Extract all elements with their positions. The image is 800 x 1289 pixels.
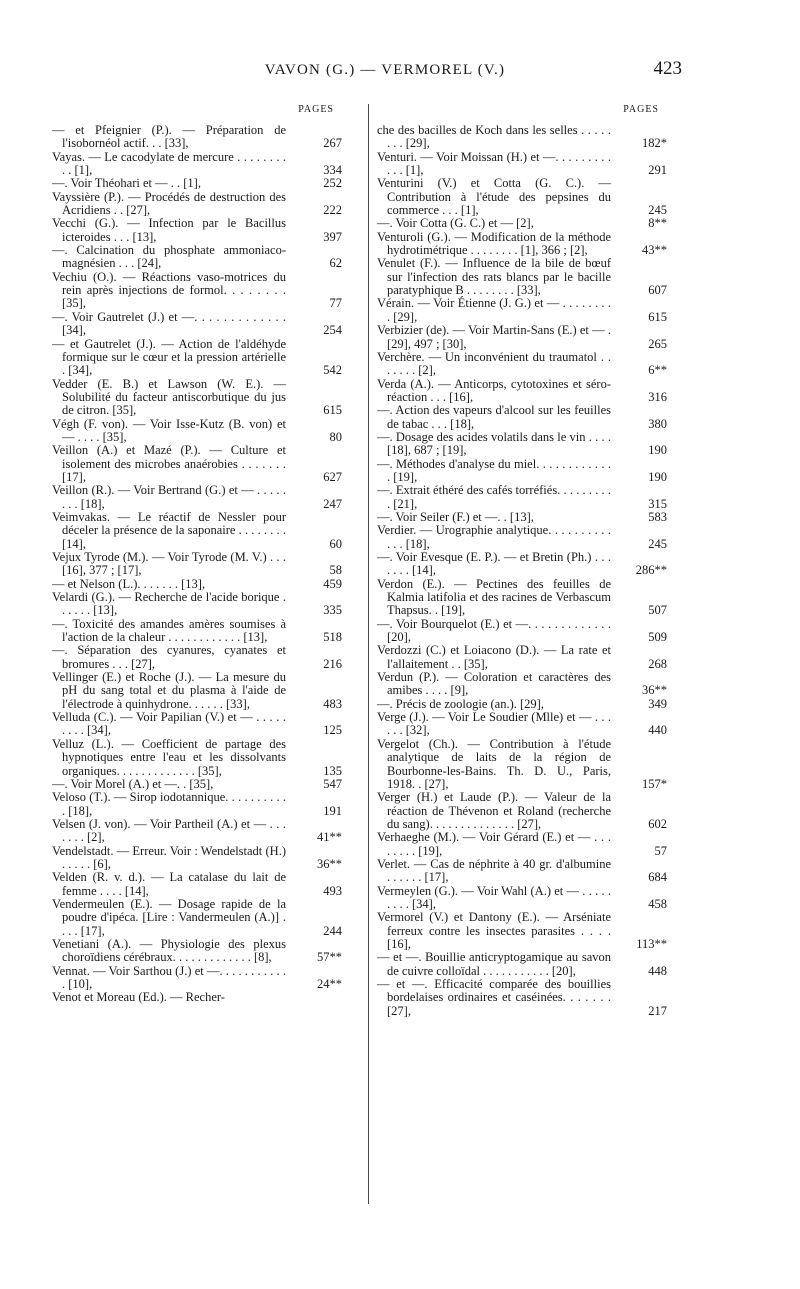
index-entry xyxy=(52,965,342,992)
index-entry xyxy=(52,778,342,791)
index-entry xyxy=(377,124,667,151)
page-header xyxy=(0,58,800,88)
entry-page-number: 547 xyxy=(323,776,342,791)
index-entry xyxy=(52,845,342,872)
index-entry xyxy=(377,711,667,738)
entry-page-number: 157* xyxy=(642,776,667,791)
entry-page-number: 244 xyxy=(323,923,342,938)
entry-text: Vechiu (O.). — Réactions vaso-motrices du rein après injections de formol. . . . . . . . [35], xyxy=(52,269,286,311)
entry-page-number: 397 xyxy=(323,229,342,244)
index-entry xyxy=(377,297,667,324)
entry-text: —. Voir Théohari et — . . [1], xyxy=(52,176,201,191)
entry-page-number: 190 xyxy=(648,443,667,458)
entry-text: Verdozzi (C.) et Loiacono (D.). — La rate et l'allaitement . . [35], xyxy=(377,643,611,671)
index-entry xyxy=(377,217,667,230)
index-entry xyxy=(377,257,667,297)
entry-text: Velluz (L.). — Coefficient de partage des hypnotiques entre l'eau et les dissolvants organiques. . . . . . . . . . . . . [35], xyxy=(52,736,286,778)
entry-page-number: 459 xyxy=(323,576,342,591)
index-entry xyxy=(52,217,342,244)
index-entry xyxy=(377,524,667,551)
entry-page-number: 57** xyxy=(317,950,342,965)
index-entry xyxy=(52,871,342,898)
index-entry xyxy=(52,738,342,778)
entry-text: Verdun (P.). — Coloration et caractères des amibes . . . . [9], xyxy=(377,670,611,698)
entry-page-number: 291 xyxy=(648,163,667,178)
index-entry xyxy=(52,151,342,178)
entry-page-number: 627 xyxy=(323,469,342,484)
index-entry xyxy=(377,831,667,858)
entry-page-number: 349 xyxy=(648,696,667,711)
entry-text: —. Toxicité des amandes amères soumises à l'action de la chaleur . . . . . . . . . . . . [13], xyxy=(52,616,286,645)
index-entry xyxy=(52,338,342,378)
index-column-right xyxy=(377,104,667,1018)
index-entry xyxy=(52,444,342,484)
entry-page-number: 217 xyxy=(648,1003,667,1018)
entry-text: — et Nelson (L.). . . . . . . [13], xyxy=(52,576,206,591)
entry-page-number: 135 xyxy=(323,763,342,778)
entry-text: Velluda (C.). — Voir Papilian (V.) et — . . . . . . . . . [34], xyxy=(52,710,286,738)
index-entry xyxy=(377,431,667,458)
entry-text: Vecchi (G.). — Infection par le Bacillus icteroides . . . [13], xyxy=(52,216,286,244)
entry-page-number: 509 xyxy=(648,630,667,645)
index-entry xyxy=(52,671,342,711)
index-entry xyxy=(377,791,667,831)
entry-page-number: 615 xyxy=(648,309,667,324)
entry-page-number: 615 xyxy=(323,403,342,418)
entry-page-number: 36** xyxy=(317,856,342,871)
entry-text: Verlet. — Cas de néphrite à 40 gr. d'albumine . . . . . . [17], xyxy=(377,856,611,885)
entry-text: Vergelot (Ch.). — Contribution à l'étude analytique de laits de la région de Bourbonne-les-Bains. Th. D. U., Paris, 1918. . [27], xyxy=(377,736,611,791)
entry-page-number: 222 xyxy=(323,203,342,218)
entry-text: Veillon (A.) et Mazé (P.). — Culture et isolement des microbes anaérobies . . . . . . . [17], xyxy=(52,443,286,484)
entry-text: —. Voir Morel (A.) et —. . [35], xyxy=(52,776,214,791)
entry-text: — et Pfeignier (P.). — Préparation de l'isobornéol actif. . . [33], xyxy=(52,123,286,151)
index-entry xyxy=(377,578,667,618)
entry-text: —. Voir Evesque (E. P.). — et Bretin (Ph.) . . . . . . . [14], xyxy=(377,550,611,578)
entry-text: —. Action des vapeurs d'alcool sur les feuilles de tabac . . . [18], xyxy=(377,403,611,431)
entry-page-number: 507 xyxy=(648,603,667,618)
entry-page-number: 518 xyxy=(323,630,342,645)
entry-page-number: 252 xyxy=(323,176,342,191)
pages-column-label: PAGES xyxy=(298,104,334,115)
entry-text: — et Gautrelet (J.). — Action de l'aldéhyde formique sur le cœur et la pression artérielle . [34], xyxy=(52,336,286,378)
index-entry xyxy=(377,978,667,1018)
entry-page-number: 607 xyxy=(648,283,667,298)
entry-page-number: 6** xyxy=(648,363,667,378)
entry-text: Vedder (E. B.) et Lawson (W. E.). — Solubilité du facteur antiscorbutique du jus de citron. [35], xyxy=(52,376,286,418)
index-entry xyxy=(52,511,342,551)
entry-text: Verda (A.). — Anticorps, cytotoxines et séro-réaction . . . [16], xyxy=(377,376,611,404)
entry-text: Vayssière (P.). — Procédés de destruction des Acridiens . . [27], xyxy=(52,189,286,218)
index-entry xyxy=(52,938,342,965)
column-divider xyxy=(368,104,369,1204)
index-entry xyxy=(52,591,342,618)
index-entry xyxy=(52,484,342,511)
entry-text: Verdier. — Urographie analytique. . . . . . . . . . . . . [18], xyxy=(377,523,611,551)
index-entry xyxy=(52,991,342,1004)
entry-page-number: 191 xyxy=(323,803,342,818)
entry-page-number: 62 xyxy=(329,256,342,271)
entry-page-number: 58 xyxy=(329,563,342,578)
entry-page-number: 542 xyxy=(323,363,342,378)
entry-page-number: 245 xyxy=(648,203,667,218)
entry-text: Vejux Tyrode (M.). — Voir Tyrode (M. V.) . . . [16], 377 ; [17], xyxy=(52,550,286,578)
index-entry xyxy=(377,378,667,405)
index-entry xyxy=(377,671,667,698)
entry-text: — et —. Efficacité comparée des bouillies bordelaises ordinaires et caséinées. . . . . . . [27], xyxy=(377,977,611,1018)
entry-page-number: 458 xyxy=(648,896,667,911)
page-number: 423 xyxy=(653,58,682,79)
entry-text: —. Méthodes d'analyse du miel. . . . . . . . . . . . . [19], xyxy=(377,456,611,484)
entry-text: Verhaeghe (M.). — Voir Gérard (E.) et — . . . . . . . . [19], xyxy=(377,830,611,858)
entry-page-number: 448 xyxy=(648,963,667,978)
entry-page-number: 267 xyxy=(323,136,342,151)
entry-page-number: 254 xyxy=(323,323,342,338)
index-entry xyxy=(377,644,667,671)
entry-page-number: 684 xyxy=(648,870,667,885)
entry-text: Venetiani (A.). — Physiologie des plexus choroïdiens cérébraux. . . . . . . . . . . . . [8], xyxy=(52,936,286,965)
entry-text: Verge (J.). — Voir Le Soudier (Mlle) et — . . . . . . [32], xyxy=(377,710,611,738)
index-entry xyxy=(377,231,667,258)
entry-page-number: 182* xyxy=(642,136,667,151)
running-head: VAVON (G.) — VERMOREL (V.) xyxy=(264,62,506,78)
entry-text: Vermorel (V.) et Dantony (E.). — Arséniate ferreux contre les insectes parasites . . . . [16], xyxy=(377,910,611,951)
index-entry xyxy=(52,791,342,818)
entry-text: Vayas. — Le cacodylate de mercure . . . . . . . . . . [1], xyxy=(52,149,286,178)
index-entry xyxy=(52,644,342,671)
index-entry xyxy=(52,311,342,338)
entry-text: Venturi. — Voir Moissan (H.) et —. . . . . . . . . . . . [1], xyxy=(377,149,611,178)
index-entry xyxy=(52,418,342,445)
entry-text: Venturoli (G.). — Modification de la méthode hydrotimétrique . . . . . . . . [1], 366 ; [2], xyxy=(377,229,611,258)
entry-text: Venot et Moreau (Ed.). — Recher- xyxy=(52,990,225,1005)
index-entry xyxy=(377,951,667,978)
entry-text: Vermeylen (G.). — Voir Wahl (A.) et — . . . . . . . . . [34], xyxy=(377,883,611,911)
index-entry xyxy=(52,244,342,271)
entry-page-number: 60 xyxy=(329,536,342,551)
entry-text: — et —. Bouillie anticryptogamique au savon de cuivre colloïdal . . . . . . . . . . . [20], xyxy=(377,950,611,978)
entry-page-number: 316 xyxy=(648,389,667,404)
entry-text: Vennat. — Voir Sarthou (J.) et —. . . . . . . . . . . . [10], xyxy=(52,963,286,991)
entry-page-number: 113** xyxy=(636,936,667,951)
index-entry xyxy=(52,578,342,591)
index-entry xyxy=(52,124,342,151)
entry-page-number: 43** xyxy=(642,243,667,258)
index-entry xyxy=(377,511,667,524)
entry-text: Velardi (G.). — Recherche de l'acide borique . . . . . . [13], xyxy=(52,590,286,618)
index-entry xyxy=(52,551,342,578)
index-entry xyxy=(377,177,667,217)
entry-page-number: 335 xyxy=(323,603,342,618)
entry-page-number: 125 xyxy=(323,723,342,738)
index-entry xyxy=(377,151,667,178)
entry-text: Velden (R. v. d.). — La catalase du lait de femme . . . . [14], xyxy=(52,870,286,898)
entry-text: Verchère. — Un inconvénient du traumatol . . . . . . . [2], xyxy=(377,349,611,378)
pages-column-label: PAGES xyxy=(623,104,659,115)
index-entry xyxy=(52,618,342,645)
index-entry xyxy=(377,858,667,885)
entry-text: Vendermeulen (E.). — Dosage rapide de la poudre d'ipéca. [Lire : Vandermeulen (A.)] . . . . [17], xyxy=(52,896,286,938)
entry-page-number: 493 xyxy=(323,883,342,898)
entry-page-number: 245 xyxy=(648,536,667,551)
entry-page-number: 36** xyxy=(642,683,667,698)
entry-text: Vérain. — Voir Étienne (J. G.) et — . . . . . . . . . [29], xyxy=(377,296,611,324)
entry-text: Verbizier (de). — Voir Martin-Sans (E.) et — . [29], 497 ; [30], xyxy=(377,323,611,351)
index-entry xyxy=(52,271,342,311)
entry-text: —. Voir Bourquelot (E.) et —. . . . . . . . . . . . . [20], xyxy=(377,616,611,645)
entry-page-number: 380 xyxy=(648,416,667,431)
entry-text: Végh (F. von). — Voir Isse-Kutz (B. von) et — . . . . [35], xyxy=(52,416,286,444)
index-entry xyxy=(377,885,667,912)
index-entry xyxy=(52,711,342,738)
entry-text: —. Voir Seiler (F.) et —. . [13], xyxy=(377,509,534,524)
entry-page-number: 216 xyxy=(323,656,342,671)
entry-page-number: 265 xyxy=(648,336,667,351)
entry-page-number: 77 xyxy=(329,296,342,311)
entry-text: —. Voir Gautrelet (J.) et —. . . . . . . . . . . . . [34], xyxy=(52,309,286,338)
entry-text: Vendelstadt. — Erreur. Voir : Wendelstadt (H.) . . . . . [6], xyxy=(52,843,286,871)
entry-text: che des bacilles de Koch dans les selles . . . . . . . . [29], xyxy=(377,123,611,151)
index-entry xyxy=(377,698,667,711)
entry-page-number: 268 xyxy=(648,656,667,671)
entry-text: —. Calcination du phosphate ammoniaco-magnésien . . . [24], xyxy=(52,243,286,271)
index-entry xyxy=(377,404,667,431)
entry-page-number: 440 xyxy=(648,723,667,738)
index-entry xyxy=(52,177,342,190)
entry-text: Veimvakas. — Le réactif de Nessler pour déceler la présence de la saponaire . . . . . . . . [14], xyxy=(52,509,286,551)
index-entry xyxy=(377,738,667,791)
entry-page-number: 57 xyxy=(654,843,667,858)
entry-text: —. Voir Cotta (G. C.) et — [2], xyxy=(377,216,534,231)
entry-page-number: 334 xyxy=(323,163,342,178)
entry-page-number: 483 xyxy=(323,696,342,711)
entry-text: Venturini (V.) et Cotta (G. C.). — Contribution à l'étude des pepsines du commerce . . . [1], xyxy=(377,176,611,218)
entry-text: —. Précis de zoologie (an.). [29], xyxy=(377,696,544,711)
index-entry xyxy=(377,484,667,511)
index-column-left xyxy=(52,104,342,1005)
index-entry xyxy=(377,618,667,645)
entry-page-number: 583 xyxy=(648,509,667,524)
entry-page-number: 315 xyxy=(648,496,667,511)
entry-text: Verger (H.) et Laude (P.). — Valeur de la réaction de Thévenon et Roland (recherche du sang). . . . . . . . . . . . . . [27], xyxy=(377,790,611,831)
entry-page-number: 190 xyxy=(648,469,667,484)
entry-page-number: 286** xyxy=(635,563,667,578)
entry-page-number: 602 xyxy=(648,816,667,831)
entry-page-number: 24** xyxy=(317,977,342,991)
entry-text: Veloso (T.). — Sirop iodotannique. . . . . . . . . . . [18], xyxy=(52,790,286,818)
index-entry xyxy=(52,898,342,938)
index-entry xyxy=(52,191,342,218)
entry-text: —. Dosage des acides volatils dans le vin . . . . [18], 687 ; [19], xyxy=(377,429,611,458)
entry-text: —. Séparation des cyanures, cyanates et bromures . . . [27], xyxy=(52,643,286,671)
entry-page-number: 80 xyxy=(329,429,342,444)
entry-text: Venulet (F.). — Influence de la bile de bœuf sur l'infection des rats blancs par le bacille paratyphique B . . . . . . . . [33], xyxy=(377,256,611,298)
index-entry xyxy=(377,351,667,378)
index-entry xyxy=(377,458,667,485)
index-entry xyxy=(52,378,342,418)
entry-text: Vellinger (E.) et Roche (J.). — La mesure du pH du sang total et du plasma à l'aide de l'électrode à quinhydrone. . . . . . [33], xyxy=(52,670,286,711)
index-entry xyxy=(377,324,667,351)
index-entry xyxy=(377,911,667,951)
entry-text: —. Extrait éthéré des cafés torréfiés. . . . . . . . . . [21], xyxy=(377,483,611,511)
entry-page-number: 8** xyxy=(648,216,667,231)
index-entry xyxy=(52,818,342,845)
entry-text: Veillon (R.). — Voir Bertrand (G.) et — . . . . . . . . [18], xyxy=(52,483,286,511)
entry-page-number: 41** xyxy=(317,830,342,845)
entry-text: Velsen (J. von). — Voir Partheil (A.) et — . . . . . . . [2], xyxy=(52,816,286,845)
index-entry xyxy=(377,551,667,578)
entry-page-number: 247 xyxy=(323,496,342,511)
entry-text: Verdon (E.). — Pectines des feuilles de Kalmia latifolia et des racines de Verbascum Thapsus. . [19], xyxy=(377,576,611,618)
